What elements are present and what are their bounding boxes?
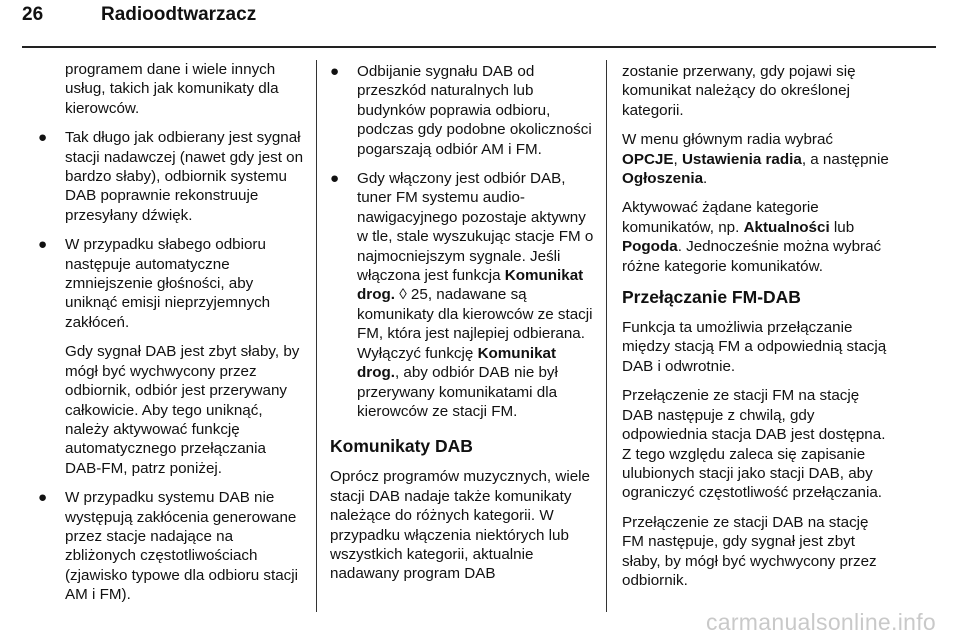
menu-term: Aktualności [743,218,830,236]
bullet-dot: ● [330,170,340,188]
menu-term: Komunikat drog. [357,344,557,382]
bullet-dot: ● [38,236,48,254]
paragraph: Przełączenie ze stacji DAB na stację FM następuje, gdy sygnał jest zbyt słaby, by mógł być wychwycony przez odbiornik. [622,513,877,589]
paragraph: W menu głównym radia wybrać OPCJE, Ustawienia radia, a następnie Ogłoszenia. [622,131,889,188]
column-2 [330,62,596,594]
paragraph: Przełączenie ze stacji FM na stację DAB następuje z chwilą, gdy odpowiednia stacja DAB jest dostępna. Z tego względu zaleca się zapisanie ulubionych stacji jako stacji DAB, aby ograniczyć częstotliwość przełączania. [622,387,886,502]
header-rule [22,46,936,48]
bullet-text: Tak długo jak odbierany jest sygnał stacji nadawczej (nawet gdy jest on bardzo słaby), odbiornik systemu DAB poprawnie rekonstruuje przesyłany dźwięk. [65,129,304,224]
bullet-item [330,169,596,421]
bullet-dot: ● [38,129,48,147]
column-3 [622,62,892,600]
paragraph: Funkcja ta umożliwia przełączanie między stacją FM a odpowiednią stacją DAB i odwrotnie. [622,319,887,375]
indented-paragraph: Gdy sygnał DAB jest zbyt słaby, by mógł być wychwycony przez odbiornik, odbiór jest przerywany całkowicie. Aby tego uniknąć, należy aktywować funkcję automatycznego przełączania DAB-FM, patrz poniżej. [65,343,300,477]
bullet-dot: ● [330,63,340,80]
menu-term: Komunikat drog. [357,267,584,304]
bullet-item [38,235,304,332]
paragraph: Aktywować żądane kategorie komunikatów, np. Aktualności lub Pogoda. Jednocześnie można wybrać różne kategorie komunikatów. [622,199,882,275]
bullet-item [330,62,596,159]
menu-term: Ustawienia radia [681,150,802,168]
column-divider-1 [316,60,317,612]
continued-paragraph: programem dane i wiele innych usług, takich jak komunikaty dla kierowców. [65,61,279,117]
bullet-text: Odbijanie sygnału DAB od przeszkód naturalnych lub budynków poprawia odbioru, podczas gdy podobne okoliczności pogarszają odbiór AM i FM. [357,63,592,158]
bullet-dot: ● [38,489,48,507]
bullet-text: W przypadku słabego odbioru następuje automatyczne zmniejszenie głośności, aby uniknąć emisji nieprzyjemnych zakłóceń. [65,236,271,331]
bullet-text: Gdy włączony jest odbiór DAB, tuner FM systemu audio-nawigacyjnego pozostaje aktywny w tle, stale wyszukując stacje FM o najmocniejszym sygnale. Jeśli włączona jest funkcja Komunikat drog. ◊ 25, nadawane są komunikaty dla kierowców ze stacji FM, która jest najlepiej odbierana. Wyłączyć funkcję Komunikat drog., aby odbiór DAB nie był przerywany komunikatami dla kierowców ze stacji FM. [357,170,594,420]
bullet-item [38,128,304,225]
paragraph: Oprócz programów muzycznych, wiele stacji DAB nadaje także komunikaty należące do różnych kategorii. W przypadku włączenia niektórych lub wszystkich kategorii, aktualnie nadawany program DAB [330,468,590,583]
menu-term: Ogłoszenia [622,170,704,188]
bullet-item [38,488,304,604]
paragraph: zostanie przerwany, gdy pojawi się komunikat należący do określonej kategorii. [622,63,856,119]
section-heading: Komunikaty DAB [330,436,473,457]
section-heading: Przełączanie FM-DAB [622,287,801,308]
page-number: 26 [22,4,44,25]
column-1 [38,62,304,615]
bullet-text: W przypadku systemu DAB nie występują zakłócenia generowane przez stacje nadające na zbliżonych częstotliwościach (zjawisko typowe dla odbioru stacji AM i FM). [65,489,298,604]
watermark: carmanualsonline.info [705,609,936,635]
page-reference: ◊ 25 [394,286,428,304]
page-title: Radioodtwarzacz [101,4,257,25]
column-divider-2 [606,60,607,612]
menu-term: Pogoda [622,238,678,256]
menu-term: OPCJE [622,150,674,168]
